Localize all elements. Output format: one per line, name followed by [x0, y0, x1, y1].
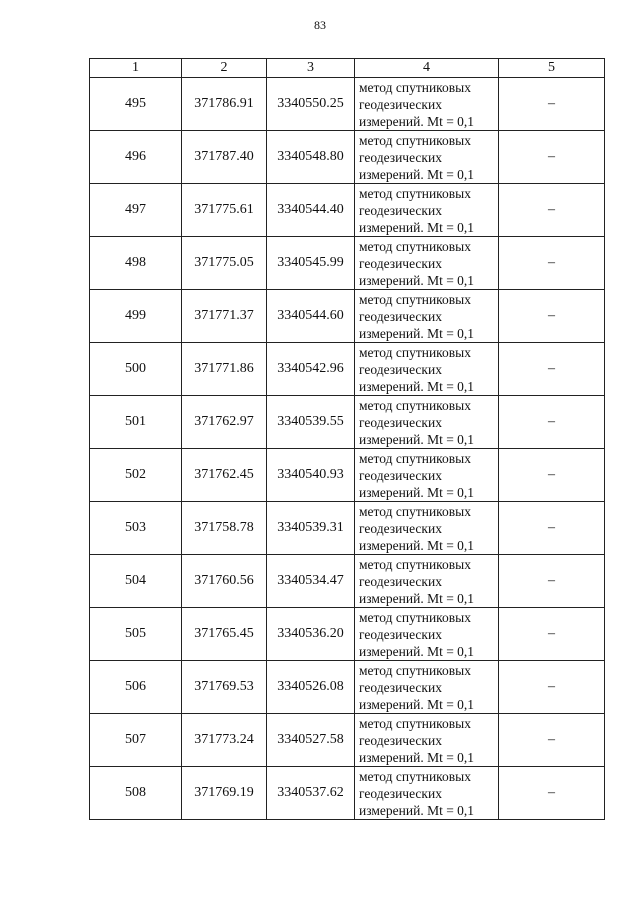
point-number: 508: [90, 767, 182, 820]
point-number: 501: [90, 396, 182, 449]
note-cell: –: [499, 396, 605, 449]
note-cell: –: [499, 290, 605, 343]
coord-x: 371775.05: [182, 237, 267, 290]
point-number: 495: [90, 78, 182, 131]
coord-y: 3340536.20: [267, 608, 355, 661]
method-cell: [355, 396, 499, 449]
method-line-1: метод спутниковых: [359, 185, 471, 201]
table-body: [90, 78, 605, 820]
method-line-2: геодезических: [359, 149, 442, 165]
coord-y: 3340542.96: [267, 343, 355, 396]
table-row: [90, 661, 605, 714]
method-line-3: измерений. Mt = 0,1: [359, 749, 475, 765]
method-line-1: метод спутниковых: [359, 132, 471, 148]
table-row: [90, 767, 605, 820]
method-line-2: геодезических: [359, 573, 442, 589]
method-cell: [355, 131, 499, 184]
coord-x: 371773.24: [182, 714, 267, 767]
method-line-3: измерений. Mt = 0,1: [359, 802, 475, 818]
method-line-1: метод спутниковых: [359, 556, 471, 572]
note-cell: –: [499, 78, 605, 131]
method-line-2: геодезических: [359, 255, 442, 271]
table-row: [90, 131, 605, 184]
method-cell: [355, 661, 499, 714]
coord-x: 371762.45: [182, 449, 267, 502]
point-number: 504: [90, 555, 182, 608]
coord-x: 371769.53: [182, 661, 267, 714]
point-number: 502: [90, 449, 182, 502]
coord-x: 371771.37: [182, 290, 267, 343]
table-row: [90, 449, 605, 502]
table-row: [90, 343, 605, 396]
method-line-3: измерений. Mt = 0,1: [359, 431, 475, 447]
coord-x: 371775.61: [182, 184, 267, 237]
method-line-1: метод спутниковых: [359, 503, 471, 519]
method-line-1: метод спутниковых: [359, 79, 471, 95]
method-cell: [355, 343, 499, 396]
note-cell: –: [499, 555, 605, 608]
column-header-3: 3: [267, 59, 355, 78]
coord-x: 371787.40: [182, 131, 267, 184]
table-row: [90, 502, 605, 555]
method-line-1: метод спутниковых: [359, 238, 471, 254]
method-line-1: метод спутниковых: [359, 715, 471, 731]
method-line-1: метод спутниковых: [359, 450, 471, 466]
coord-y: 3340544.60: [267, 290, 355, 343]
method-cell: [355, 290, 499, 343]
page-number: 83: [314, 18, 326, 32]
table-row: [90, 184, 605, 237]
method-line-1: метод спутниковых: [359, 609, 471, 625]
point-number: 499: [90, 290, 182, 343]
table-row: [90, 555, 605, 608]
note-cell: –: [499, 608, 605, 661]
method-line-1: метод спутниковых: [359, 662, 471, 678]
method-line-2: геодезических: [359, 626, 442, 642]
method-line-2: геодезических: [359, 414, 442, 430]
method-line-2: геодезических: [359, 785, 442, 801]
table-header: [90, 59, 605, 78]
point-number: 497: [90, 184, 182, 237]
coord-x: 371765.45: [182, 608, 267, 661]
method-line-3: измерений. Mt = 0,1: [359, 484, 475, 500]
method-line-2: геодезических: [359, 202, 442, 218]
coord-x: 371771.86: [182, 343, 267, 396]
method-line-2: геодезических: [359, 520, 442, 536]
method-line-1: метод спутниковых: [359, 344, 471, 360]
method-cell: [355, 184, 499, 237]
column-header-1: 1: [90, 59, 182, 78]
coord-y: 3340550.25: [267, 78, 355, 131]
coord-y: 3340544.40: [267, 184, 355, 237]
coord-x: 371786.91: [182, 78, 267, 131]
coord-y: 3340539.55: [267, 396, 355, 449]
method-cell: [355, 449, 499, 502]
method-line-1: метод спутниковых: [359, 768, 471, 784]
header-row: [90, 59, 605, 78]
note-cell: –: [499, 449, 605, 502]
column-header-5: 5: [499, 59, 605, 78]
point-number: 498: [90, 237, 182, 290]
note-cell: –: [499, 661, 605, 714]
table-row: [90, 237, 605, 290]
method-cell: [355, 767, 499, 820]
method-line-3: измерений. Mt = 0,1: [359, 590, 475, 606]
point-number: 500: [90, 343, 182, 396]
coord-y: 3340545.99: [267, 237, 355, 290]
method-line-2: геодезических: [359, 361, 442, 377]
table-row: [90, 396, 605, 449]
table-row: [90, 608, 605, 661]
coord-y: 3340539.31: [267, 502, 355, 555]
table-row: [90, 714, 605, 767]
method-line-3: измерений. Mt = 0,1: [359, 272, 475, 288]
method-cell: [355, 608, 499, 661]
point-number: 507: [90, 714, 182, 767]
coord-x: 371760.56: [182, 555, 267, 608]
method-line-3: измерений. Mt = 0,1: [359, 537, 475, 553]
table-row: [90, 290, 605, 343]
method-line-3: измерений. Mt = 0,1: [359, 696, 475, 712]
point-number: 503: [90, 502, 182, 555]
point-number: 505: [90, 608, 182, 661]
note-cell: –: [499, 237, 605, 290]
point-number: 496: [90, 131, 182, 184]
method-line-2: геодезических: [359, 732, 442, 748]
coord-y: 3340540.93: [267, 449, 355, 502]
note-cell: –: [499, 343, 605, 396]
coord-y: 3340548.80: [267, 131, 355, 184]
note-cell: –: [499, 502, 605, 555]
method-cell: [355, 502, 499, 555]
method-line-1: метод спутниковых: [359, 291, 471, 307]
note-cell: –: [499, 184, 605, 237]
coord-x: 371769.19: [182, 767, 267, 820]
coord-x: 371762.97: [182, 396, 267, 449]
coord-y: 3340527.58: [267, 714, 355, 767]
column-header-2: 2: [182, 59, 267, 78]
coord-y: 3340534.47: [267, 555, 355, 608]
method-line-2: геодезических: [359, 679, 442, 695]
method-cell: [355, 78, 499, 131]
note-cell: –: [499, 767, 605, 820]
method-line-2: геодезических: [359, 467, 442, 483]
coord-y: 3340537.62: [267, 767, 355, 820]
coord-y: 3340526.08: [267, 661, 355, 714]
method-line-3: измерений. Mt = 0,1: [359, 113, 475, 129]
table-row: [90, 78, 605, 131]
method-cell: [355, 714, 499, 767]
method-cell: [355, 555, 499, 608]
coord-x: 371758.78: [182, 502, 267, 555]
column-header-4: 4: [355, 59, 499, 78]
method-line-3: измерений. Mt = 0,1: [359, 325, 475, 341]
method-line-2: геодезических: [359, 308, 442, 324]
method-line-3: измерений. Mt = 0,1: [359, 166, 475, 182]
note-cell: –: [499, 131, 605, 184]
method-line-3: измерений. Mt = 0,1: [359, 378, 475, 394]
method-line-3: измерений. Mt = 0,1: [359, 643, 475, 659]
method-line-1: метод спутниковых: [359, 397, 471, 413]
method-line-2: геодезических: [359, 96, 442, 112]
method-line-3: измерений. Mt = 0,1: [359, 219, 475, 235]
point-number: 506: [90, 661, 182, 714]
method-cell: [355, 237, 499, 290]
note-cell: –: [499, 714, 605, 767]
coordinates-table: [89, 58, 605, 820]
